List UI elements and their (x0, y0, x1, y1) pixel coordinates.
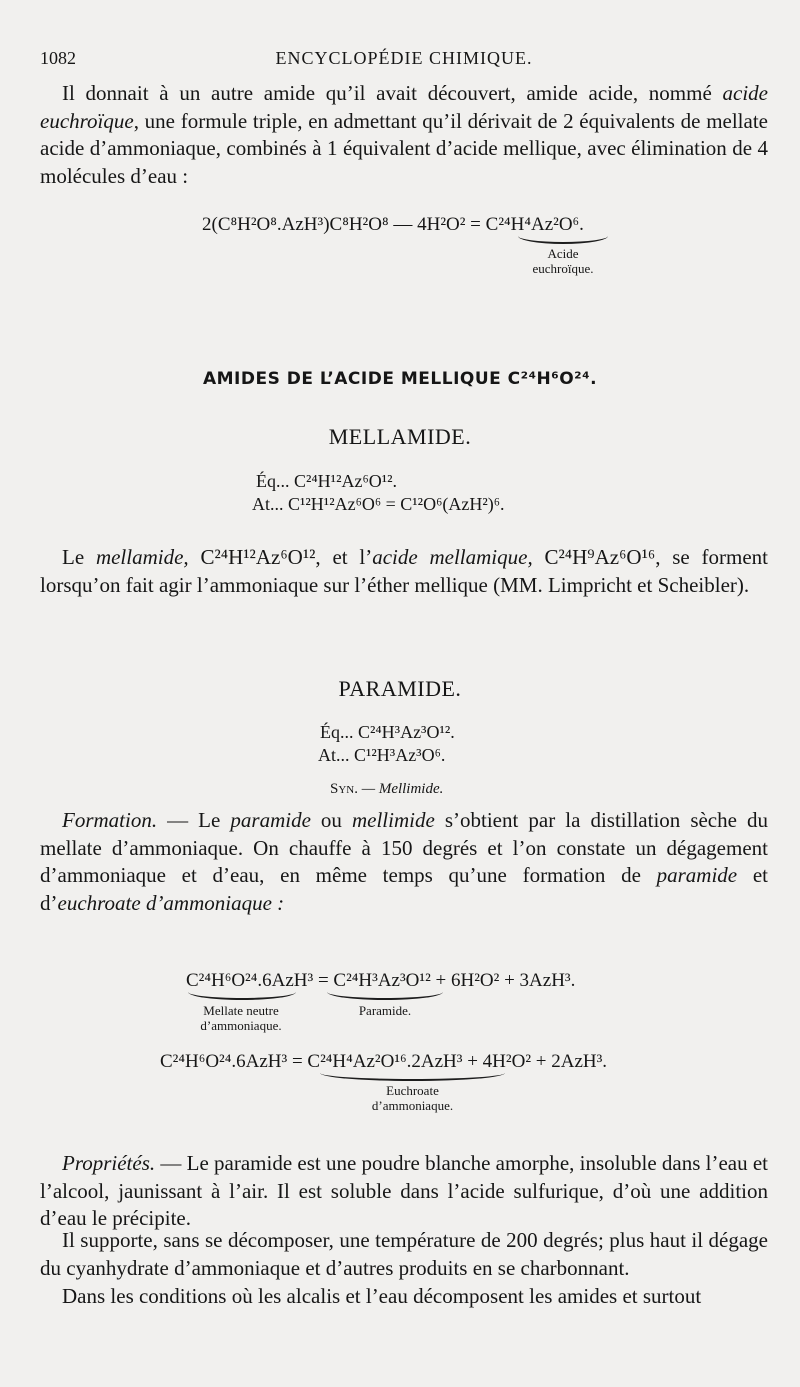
proprietes-paragraph: Propriétés. — Le paramide est une poudre blanche amorphe, insoluble dans l’eau et l’alcool, jaunissant à l’air. Il est soluble dans l’acide sulfurique, d’où une addition d’eau le précipite. (40, 1151, 769, 1230)
label-paramide: Paramide. (358, 1003, 412, 1018)
mellamide-title: MELLAMIDE. (328, 424, 472, 449)
running-header (40, 48, 768, 72)
section-title: AMIDES DE L’ACIDE MELLIQUE C²⁴H⁶O²⁴. (202, 369, 598, 389)
term-acide-euchroique: acide euchroïque (40, 81, 768, 133)
intro-paragraph: Il donnait à un autre amide qu’il avait découvert, amide acide, nommé acide euchroïque, une formule triple, en admettant qu’il dérivait de 2 équivalents de mellate acide d’ammoniaque, combinés à 1 équivalent d’acide mellique, avec élimination de 4 molécules d’eau : (40, 81, 768, 188)
label-mellate-neutre: Mellate neutre d’ammoniaque. (200, 1003, 282, 1033)
mellamide-paragraph: Le mellamide, C²⁴H¹²Az⁶O¹², et l’acide mellamique, C²⁴H⁹Az⁶O¹⁶, se forment lorsqu’on fait agir l’ammoniaque sur l’éther mellique (MM. Limpricht et Scheibler). (40, 545, 769, 597)
mellamide-eq-formula: Éq... C²⁴H¹²Az⁶O¹². (256, 471, 398, 491)
equation-euchroate: C²⁴H⁶O²⁴.6AzH³ = C²⁴H⁴Az²O¹⁶.2AzH³ + 4H²O² + 2AzH³. (160, 1051, 608, 1072)
paramide-eq-formula: Éq... C²⁴H³Az³O¹². (320, 722, 455, 742)
paramide-at-formula: At... C¹²H³Az³O⁶. (318, 745, 446, 765)
synonym-line (330, 781, 443, 798)
brace-mellate-neutre (188, 992, 296, 1000)
paramide-title: PARAMIDE. (338, 676, 462, 701)
formation-paragraph: Formation. — Le paramide ou mellimide s’obtient par la distillation sèche du mellate d’ammoniaque. On chauffe à 150 degrés et l’on constate un dégagement d’ammoniaque et d’eau, en même temps qu’une formation de paramide et d’euchroate d’ammoniaque : (40, 808, 768, 915)
equation-euchroic-acid: 2(C⁸H²O⁸.AzH³)C⁸H²O⁸ — 4H²O² = C²⁴H⁴Az²O⁶. (202, 214, 584, 235)
brace-paramide (327, 992, 443, 1000)
brace-euchroate (320, 1073, 505, 1081)
label-euchroate: Euchroate d’ammoniaque. (371, 1083, 454, 1113)
mellamide-at-formula: At... C¹²H¹²Az⁶O⁶ = C¹²O⁶(AzH²)⁶. (252, 494, 505, 514)
synonym-value: — Mellimide. (361, 781, 444, 797)
running-title: ENCYCLOPÉDIE CHIMIQUE. (275, 48, 533, 68)
proprietes-label: Propriétés. (62, 1151, 156, 1175)
equation-paramide-formation: C²⁴H⁶O²⁴.6AzH³ = C²⁴H³Az³O¹² + 6H²O² + 3AzH³. (186, 970, 576, 991)
formation-label: Formation. (62, 808, 158, 832)
last-line: Dans les conditions où les alcalis et l’eau décomposent les amides et surtout (62, 1284, 702, 1308)
brace-acide-euchroique (518, 236, 608, 244)
label-acide-euchroique: Acide euchroïque. (532, 246, 594, 276)
supporte-paragraph: Il supporte, sans se décomposer, une température de 200 degrés; plus haut il dégage du cyanhydrate d’ammoniaque et d’autres produits en se charbonnant. (40, 1228, 768, 1280)
synonym-label: Syn. (330, 781, 358, 797)
page-number: 1082 (40, 48, 76, 68)
